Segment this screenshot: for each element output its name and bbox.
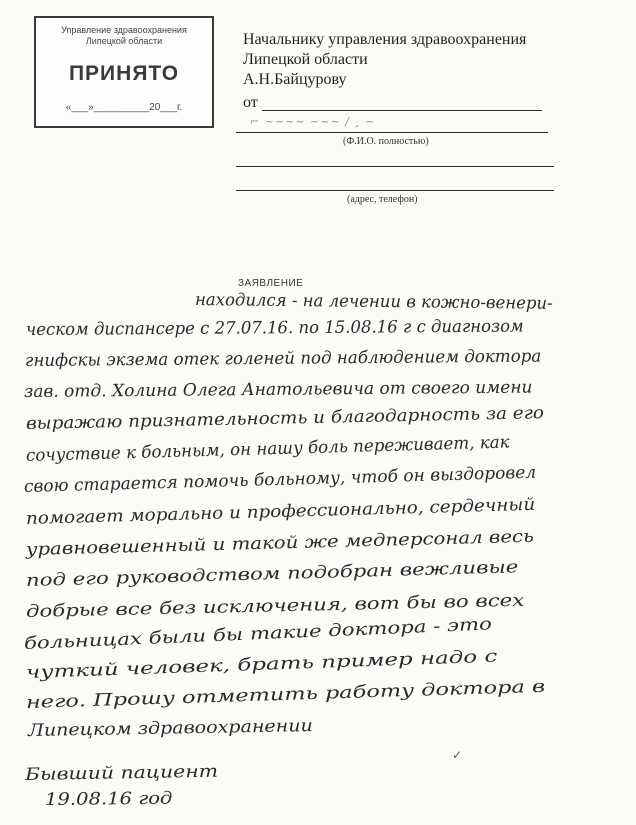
handwritten-line-12: больницах были бы такие доктора - это [23, 614, 493, 654]
addressee-block [243, 30, 526, 90]
stamp-org-line2: Липецкой области [85, 36, 163, 46]
address-line-1 [236, 166, 554, 167]
sender-line-1 [262, 110, 542, 111]
signature-label: Бывший пациент [24, 761, 219, 785]
handwritten-line-13: чуткий человек, брать пример надо с [25, 646, 498, 683]
handwritten-line-11: добрые все без исключения, вот бы во всех [25, 590, 525, 622]
handwritten-line-14: него. Прошу отметить работу доктора в [25, 676, 546, 713]
signature-date: 19.08.16 год [44, 788, 173, 810]
addressee-line2: Липецкой области [243, 51, 368, 68]
handwritten-line-4: зав. отд. Холина Олега Анатольевича от своего имени [23, 377, 533, 402]
from-label: от [243, 94, 258, 111]
document-title: ЗАЯВЛЕНИЕ [238, 278, 304, 289]
stamp-organization [36, 25, 212, 47]
stamp-status: ПРИНЯТО [68, 62, 180, 85]
handwritten-sender-scribble: ⌐ ~~~~ ~~~ / ¸ ~ [250, 115, 376, 128]
address-caption: (адрес, телефон) [347, 194, 418, 205]
handwritten-line-3: гнифскы экзема отек голеней под наблюдением доктора [24, 346, 542, 371]
handwritten-line-2: ческом диспансере с 27.07.16. по 15.08.16 г с диагнозом [25, 316, 524, 340]
handwritten-line-5: выражаю признательность и благодарность за его [25, 403, 545, 434]
addressee-line3: А.Н.Байцурову [243, 71, 347, 88]
handwritten-line-1: находился - на лечении в кожно-венери- [194, 290, 553, 314]
sender-line-2 [236, 132, 548, 133]
stamp-date-field: «___»__________20___г. [65, 102, 183, 113]
handwritten-line-10: под его руководством подобран вежливые [25, 557, 519, 591]
received-stamp [34, 16, 214, 128]
handwritten-line-7: свою старается помочь больному, чтоб он выздоровел [23, 462, 537, 497]
handwritten-line-9: уравновешенный и такой же медперсонал весь [25, 526, 535, 560]
stamp-org-line1: Управление здравоохранения [61, 25, 187, 35]
handwritten-line-8: помогает морально и профессионально, сердечный [25, 494, 536, 529]
handwritten-line-6: сочуствие к больным, он нашу боль переживает, как [25, 432, 510, 466]
name-caption: (Ф.И.О. полностью) [343, 136, 429, 147]
handwritten-line-15: Липецком здравоохранении [27, 716, 313, 741]
addressee-line1: Начальнику управления здравоохранения [243, 31, 527, 48]
address-line-2 [236, 190, 554, 191]
check-mark-icon: ✓ [452, 748, 463, 762]
